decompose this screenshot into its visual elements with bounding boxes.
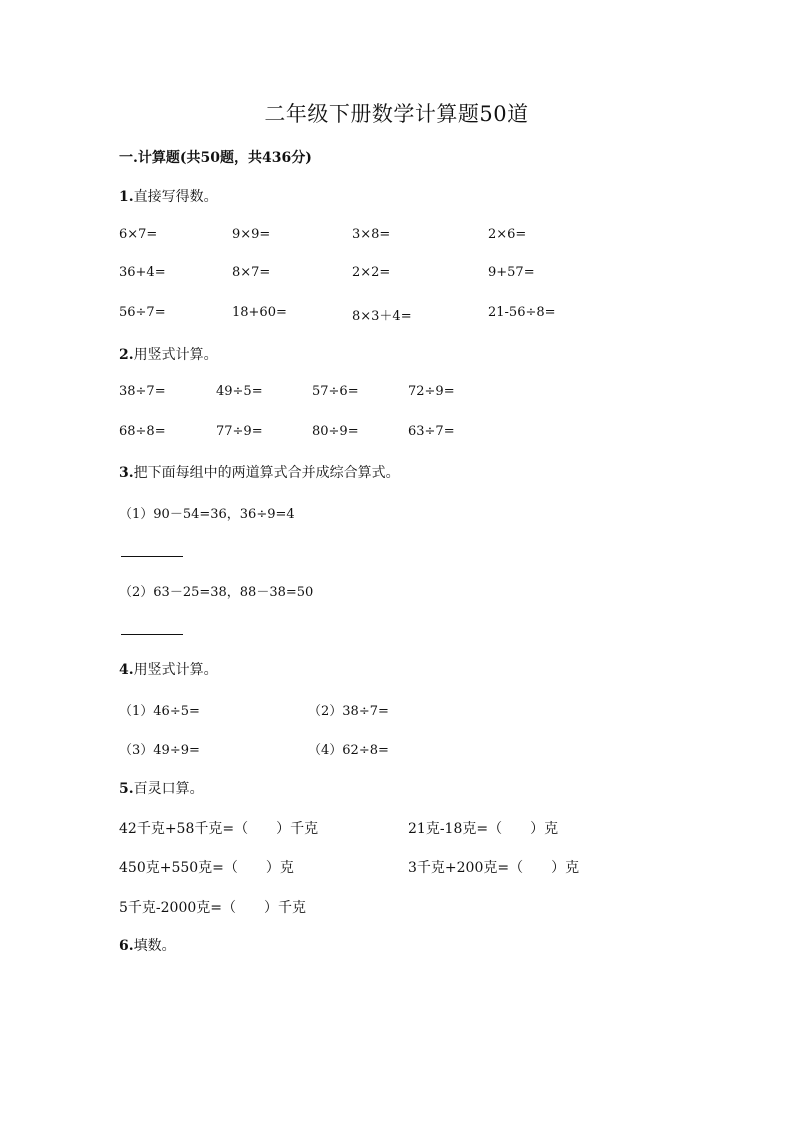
- question-text: 把下面每组中的两道算式合并成综合算式。: [133, 465, 400, 481]
- question-number: 1.: [119, 189, 134, 205]
- q1-item: 8×3＋4=: [352, 309, 412, 324]
- question-number: 2.: [119, 347, 134, 363]
- q2-item: 57÷6=: [312, 384, 359, 399]
- q2-item: 80÷9=: [312, 424, 359, 439]
- q2-item: 49÷5=: [216, 384, 263, 399]
- question-3-heading: [119, 462, 400, 482]
- q1-item: 3×8=: [352, 227, 391, 242]
- question-text: 百灵口算。: [133, 781, 204, 797]
- q1-item: 9×9=: [232, 227, 271, 242]
- question-number: 4.: [119, 662, 134, 678]
- q4-item: （4）62÷8=: [308, 743, 389, 758]
- q5-item: 3千克+200克=（ ）克: [408, 860, 580, 876]
- question-4-heading: [119, 659, 218, 679]
- section-heading: 一.计算题(共50题，共436分): [119, 150, 312, 166]
- question-number: 3.: [119, 465, 134, 481]
- question-number: 5.: [119, 781, 134, 797]
- q5-item: 450克+550克=（ ）克: [119, 860, 294, 876]
- q1-item: 56÷7=: [119, 305, 166, 320]
- question-text: 用竖式计算。: [133, 347, 218, 363]
- q1-item: 8×7=: [232, 265, 271, 280]
- q2-item: 72÷9=: [408, 384, 455, 399]
- q3-item: （1）90－54=36，36÷9=4: [119, 507, 295, 522]
- question-text: 直接写得数。: [133, 189, 218, 205]
- question-2-heading: [119, 344, 218, 364]
- question-6-heading: [119, 935, 176, 955]
- q1-item: 36+4=: [119, 265, 166, 280]
- q4-item: （2）38÷7=: [308, 704, 389, 719]
- q3-item: （2）63－25=38，88－38=50: [119, 585, 314, 600]
- question-text: 用竖式计算。: [133, 662, 218, 678]
- q2-item: 77÷9=: [216, 424, 263, 439]
- question-number: 6.: [119, 938, 134, 954]
- q2-item: 38÷7=: [119, 384, 166, 399]
- answer-line: [121, 634, 183, 635]
- q1-item: 21-56÷8=: [488, 305, 556, 320]
- q5-item: 5千克-2000克=（ ）千克: [119, 900, 306, 916]
- q5-item: 21克-18克=（ ）克: [408, 821, 559, 837]
- question-5-heading: [119, 778, 204, 798]
- q4-item: （3）49÷9=: [119, 743, 200, 758]
- q2-item: 68÷8=: [119, 424, 166, 439]
- q4-item: （1）46÷5=: [119, 704, 200, 719]
- q1-item: 18+60=: [232, 305, 287, 320]
- q2-item: 63÷7=: [408, 424, 455, 439]
- question-1-heading: [119, 186, 218, 206]
- answer-line: [121, 556, 183, 557]
- page-title: 二年级下册数学计算题50道: [264, 102, 529, 126]
- q1-item: 9+57=: [488, 265, 535, 280]
- q1-item: 2×2=: [352, 265, 391, 280]
- question-text: 填数。: [133, 938, 176, 954]
- q1-item: 2×6=: [488, 227, 527, 242]
- q5-item: 42千克+58千克=（ ）千克: [119, 821, 319, 837]
- q1-item: 6×7=: [119, 227, 158, 242]
